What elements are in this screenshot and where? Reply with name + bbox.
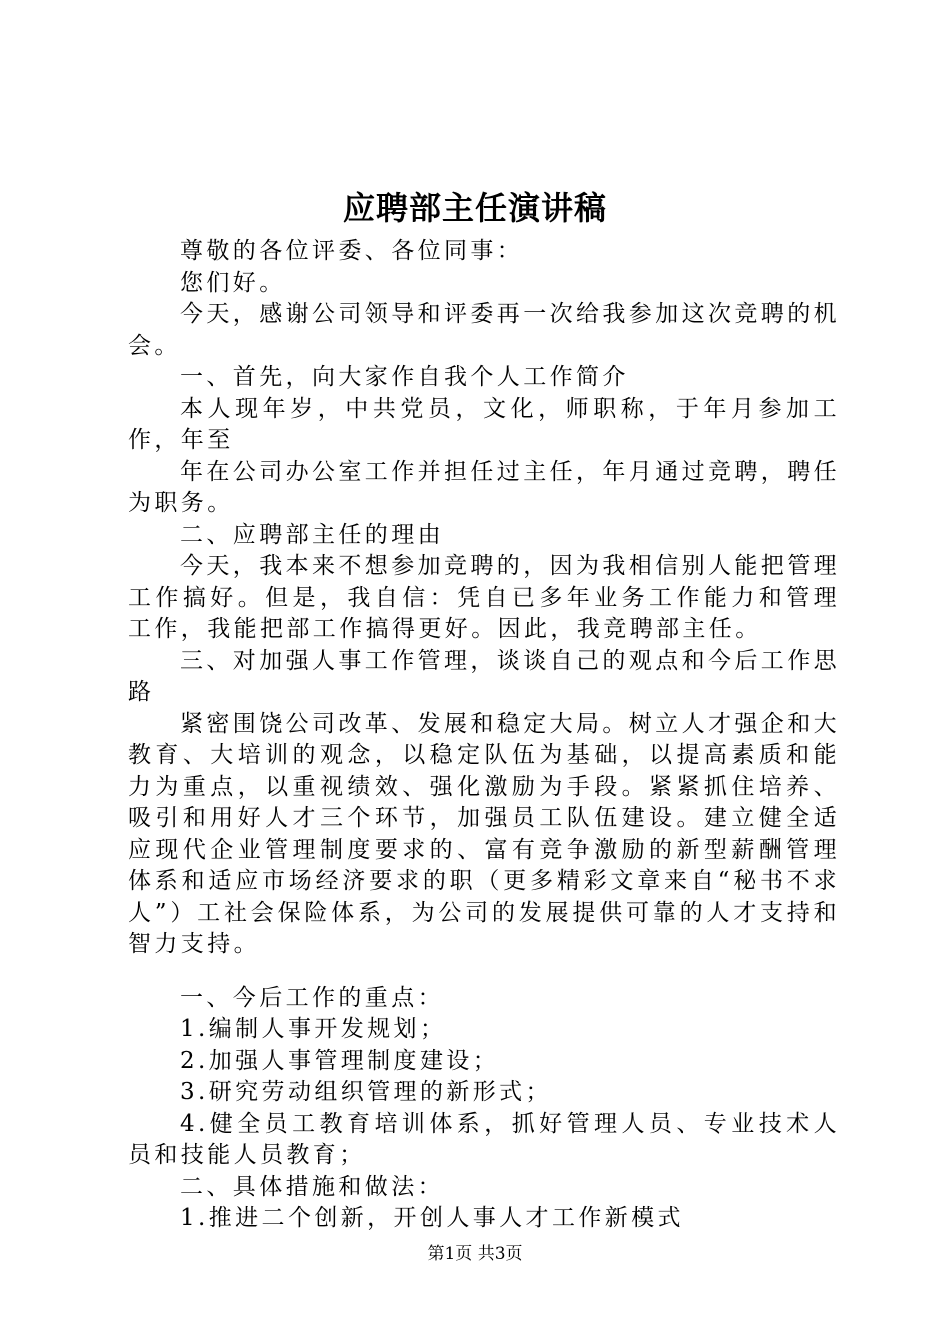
list-item: 1.推进二个创新，开创人事人才工作新模式	[180, 1205, 684, 1231]
paragraph: 本人现年岁，中共党员，文化，师职称，于年月参加工作，年至	[128, 395, 840, 453]
section-heading: 二、具体措施和做法：	[180, 1173, 444, 1200]
section-heading: 一、今后工作的重点：	[180, 984, 444, 1011]
section-heading: 二、应聘部主任的理由	[180, 521, 444, 548]
section-heading: 三、对加强人事工作管理，谈谈自己的观点和今后工作思路	[128, 647, 840, 705]
document-title: 应聘部主任演讲稿	[342, 189, 607, 227]
list-item: 3.研究劳动组织管理的新形式；	[180, 1079, 552, 1105]
section-heading: 一、首先，向大家作自我个人工作简介	[180, 364, 629, 390]
paragraph: 您们好。	[180, 269, 286, 296]
list-item: 2.加强人事管理制度建设；	[180, 1047, 500, 1074]
paragraph: 今天，我本来不想参加竞聘的，因为我相信别人能把管理工作搞好。但是，我自信：凭自已多年业务工作能力和管理工作，我能把部工作搞得更好。因此，我竞聘部主任。	[128, 553, 840, 642]
paragraph: 紧密围饶公司改革、发展和稳定大局。树立人才强企和大教育、大培训的观念，以稳定队伍为基础，以提高素质和能力为重点，以重视绩效、强化激励为手段。紧紧抓住培养、吸引和用好人才三个环节，加强员工队伍建设。建立健全适应现代企业管理制度要求的、富有竞争激励的新型薪酬管理体系和适应市场经济要求的职（更多精彩文章来自“秘书不求人”）工社会保险体系，为公司的发展提供可靠的人才支持和智力支持。	[128, 710, 840, 957]
document-body	[128, 236, 840, 1235]
list-item: 4.健全员工教育培训体系，抓好管理人员、专业技术人员和技能人员教育；	[128, 1110, 840, 1168]
paragraph: 年在公司办公室工作并担任过主任，年月通过竞聘，聘任为职务。	[128, 458, 840, 516]
list-item: 1.编制人事开发规划；	[180, 1016, 447, 1042]
page-indicator: 第1页 共3页	[427, 1244, 523, 1264]
paragraph: 今天，感谢公司领导和评委再一次给我参加这次竞聘的机会。	[128, 301, 840, 359]
paragraph: 尊敬的各位评委、各位同事：	[180, 238, 524, 264]
